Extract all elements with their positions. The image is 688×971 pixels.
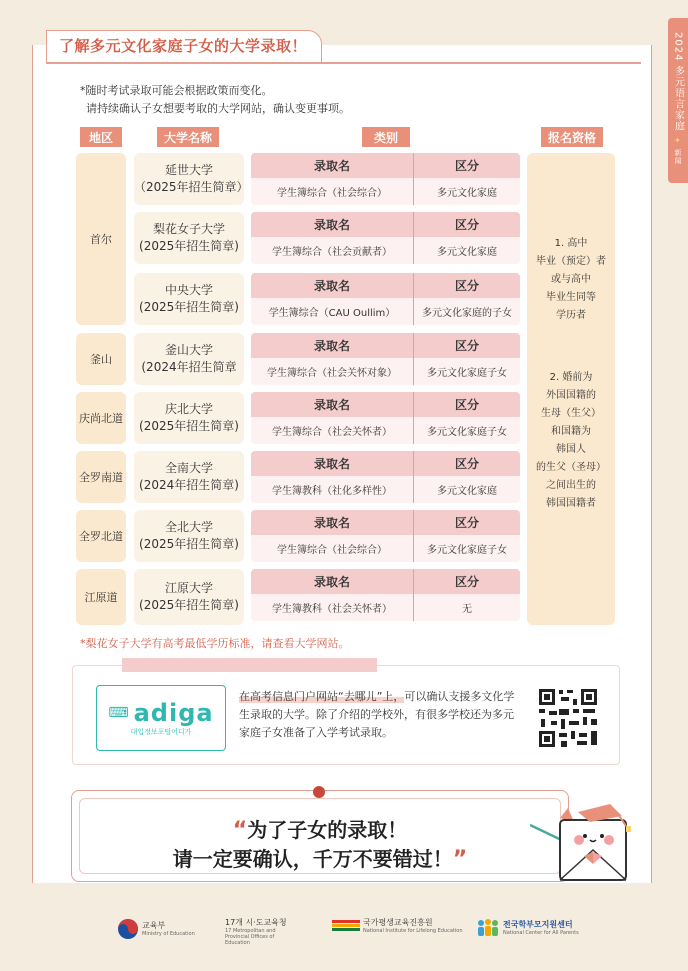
division-label: 区分 [454, 218, 479, 232]
admission-label: 录取名 [251, 510, 414, 535]
adiga-tab-decoration [122, 658, 377, 672]
side-tab-title: 2024 多元语言家庭 [672, 32, 684, 132]
footer [0, 918, 688, 954]
division-value: 无 [462, 604, 472, 615]
admission-label: 录取名 [251, 451, 414, 476]
division-value: 多元文化家庭 [437, 486, 497, 497]
family-icon [476, 918, 500, 938]
university-name: 梨花女子大学 [152, 222, 225, 236]
qualification-line: 毕业（预定）者 [536, 256, 606, 267]
region-cell: 釜山 [76, 333, 126, 385]
qualification-line: 毕业生同等 [546, 292, 596, 303]
parents-center-logo [476, 918, 579, 938]
offices-name-en: 17 Metropolitan and Provincial Offices of Education [225, 928, 276, 946]
category-block [251, 153, 520, 205]
admission-label: 录取名 [251, 153, 414, 178]
university-name: 釜山大学 [164, 343, 213, 357]
header-university: 大学名称 [157, 127, 219, 147]
university-cell [134, 569, 244, 625]
university-name: 庆北大学 [164, 402, 213, 416]
adiga-highlight: 在高考信息门户网站“去哪儿”上， [239, 690, 405, 703]
adiga-description [239, 688, 524, 742]
qualification-1 [527, 235, 615, 325]
division-label: 区分 [454, 279, 479, 293]
university-cell [134, 212, 244, 264]
admission-label: 录取名 [251, 212, 414, 237]
region-cell: 全罗南道 [76, 451, 126, 503]
division-value: 多元文化家庭子女 [427, 545, 507, 556]
adiga-text-rest: 可以确认支援多文化学生录取的大学。除了介绍的学校外，有很多学校还为多元家庭子女准备了入学考试录取。 [239, 690, 515, 739]
university-cell [134, 333, 244, 385]
header-qualification: 报名资格 [541, 127, 603, 147]
university-name: 中央大学 [164, 283, 213, 297]
taegeuk-icon [117, 918, 139, 940]
admission-label: 录取名 [251, 569, 414, 594]
admission-value: 学生簿综合（社会综合） [251, 535, 414, 562]
qualification-line: 学历者 [556, 310, 586, 321]
slogan-line-2: 请一定要确认，千万不要错过！ [172, 847, 453, 871]
header-category: 类别 [362, 127, 410, 147]
adiga-logo[interactable] [96, 685, 226, 751]
division-label: 区分 [454, 339, 479, 353]
category-block [251, 212, 520, 264]
qualification-2 [527, 369, 615, 513]
moe-logo [117, 918, 195, 940]
qualification-line: 韩国国籍者 [546, 498, 596, 509]
adiga-logo-word: adiga [133, 699, 214, 727]
title-underline [46, 62, 641, 64]
adiga-logo-subtitle: 대입정보포털어디가 [130, 728, 192, 736]
slogan [90, 816, 550, 874]
region-cell: 首尔 [76, 153, 126, 325]
university-year: (2025年招生简章) [139, 239, 239, 253]
university-year: （2025年招生简章） [134, 180, 249, 194]
university-cell [134, 451, 244, 503]
envelope-mascot-icon [530, 790, 650, 890]
qualification-line: 之间出生的 [546, 480, 596, 491]
division-label: 区分 [454, 159, 479, 173]
region-cell: 庆尚北道 [76, 392, 126, 444]
university-name: 江原大学 [164, 581, 213, 595]
division-label: 区分 [454, 516, 479, 530]
star-icon: ✦ [674, 135, 682, 145]
category-block [251, 333, 520, 385]
qualification-line: 2. 婚前为 [549, 372, 593, 383]
category-block [251, 392, 520, 444]
admission-value: 学生簿综合（社会综合） [251, 178, 414, 205]
university-cell [134, 273, 244, 325]
admission-value: 学生簿教科（社化多样性） [251, 476, 414, 503]
admission-value: 学生簿综合（CAU Oullim） [251, 298, 414, 325]
parents-center-name: 전국학부모지원센터 [503, 920, 573, 929]
qualification-cell [527, 153, 615, 625]
division-value: 多元文化家庭 [437, 247, 497, 258]
close-quote: ” [452, 847, 468, 872]
open-quote: “ [232, 818, 248, 843]
division-label: 区分 [454, 457, 479, 471]
university-year: (2025年招生简章) [139, 537, 239, 551]
university-year: (2024年招生简章) [139, 478, 239, 492]
header-region: 地区 [80, 127, 122, 147]
nile-stripes-icon [332, 918, 360, 934]
category-block [251, 569, 520, 621]
university-name: 全南大学 [164, 461, 213, 475]
university-cell [134, 510, 244, 562]
qualification-line: 1. 高中 [554, 238, 588, 249]
moe-name: 교육부 [142, 921, 166, 930]
offices-name: 17개 시·도교육청 [225, 918, 287, 927]
division-value: 多元文化家庭 [437, 188, 497, 199]
nile-name: 국가평생교육진흥원 [363, 918, 433, 927]
region-cell: 全罗北道 [76, 510, 126, 562]
qualification-line: 或与高中 [551, 274, 591, 285]
admission-label: 录取名 [251, 392, 414, 417]
qualification-line: 和国籍为 [551, 426, 591, 437]
moe-name-en: Ministry of Education [142, 931, 195, 937]
title-box [46, 30, 322, 62]
slogan-line-1: 为了子女的录取！ [247, 818, 408, 842]
admission-value: 学生簿教科（社会关怀者） [251, 594, 414, 621]
division-label: 区分 [454, 398, 479, 412]
qualification-line: 的生父（圣母） [536, 462, 606, 473]
offices-logo [225, 918, 295, 946]
footnote: *梨花女子大学有高考最低学历标准，请查看大学网站。 [80, 637, 350, 650]
division-label: 区分 [454, 575, 479, 589]
division-value: 多元文化家庭的子女 [422, 308, 512, 319]
university-name: 全北大学 [164, 520, 213, 534]
admission-label: 录取名 [251, 333, 414, 358]
side-tab [668, 18, 688, 183]
notice-line-1: *随时考试录取可能会根据政策而变化。 [80, 84, 273, 97]
keyboard-icon: ⌨ [108, 705, 130, 721]
university-year: (2024年招生简章 [141, 360, 237, 374]
side-tab-brand: 新闻 [674, 148, 682, 165]
university-cell [134, 153, 249, 205]
university-year: (2025年招生简章) [139, 598, 239, 612]
parents-center-name-en: National Center for All Parents [503, 930, 579, 936]
nile-logo [332, 918, 463, 934]
qualification-line: 外国国籍的 [546, 390, 596, 401]
university-name: 延世大学 [164, 163, 213, 177]
qualification-line: 生母（生父） [541, 408, 601, 419]
qualification-line: 韩国人 [556, 444, 586, 455]
category-block [251, 510, 520, 562]
admission-value: 学生簿综合（社会贡献者） [251, 237, 414, 264]
university-year: (2025年招生简章) [139, 300, 239, 314]
admission-value: 学生簿综合（社会关怀对象） [251, 358, 414, 385]
admission-label: 录取名 [251, 273, 414, 298]
region-cell: 江原道 [76, 569, 126, 625]
page-title: 了解多元文化家庭子女的大学录取！ [59, 37, 308, 55]
admission-value: 学生簿综合（社会关怀者） [251, 417, 414, 444]
category-block [251, 273, 520, 325]
qr-code-icon[interactable] [537, 687, 599, 749]
notice [80, 82, 350, 118]
nile-name-en: National Institute for Lifelong Education [363, 928, 463, 934]
pin-icon [313, 786, 325, 798]
university-cell [134, 392, 244, 444]
division-value: 多元文化家庭子女 [427, 427, 507, 438]
university-year: (2025年招生简章) [139, 419, 239, 433]
notice-line-2: 请持续确认子女想要考取的大学网站，确认变更事项。 [86, 102, 350, 115]
division-value: 多元文化家庭子女 [427, 368, 507, 379]
category-block [251, 451, 520, 503]
